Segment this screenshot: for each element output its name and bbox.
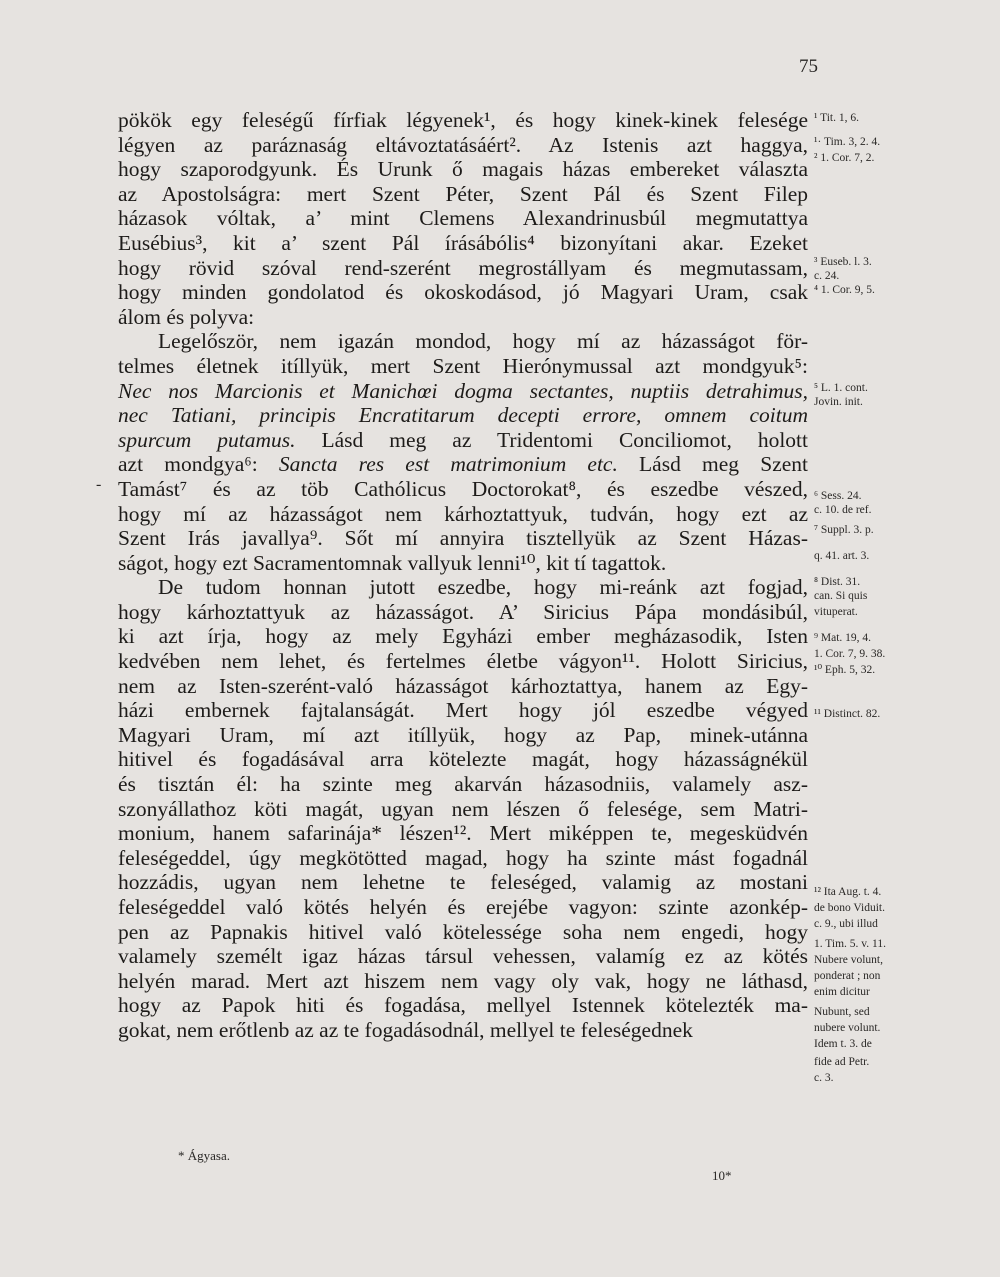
text-line: ki azt írja, hogy az mely Egyházi ember megházasodik, Isten bbox=[118, 624, 808, 649]
signature-mark: 10* bbox=[712, 1168, 732, 1183]
text-line bbox=[118, 452, 808, 477]
margin-note: fide ad Petr. bbox=[814, 1056, 870, 1068]
text-line: az Apostolságra: mert Szent Péter, Szent Pál és Szent Filep bbox=[118, 181, 808, 206]
main-text-column bbox=[118, 108, 808, 1043]
margin-note: de bono Viduit. bbox=[814, 902, 885, 914]
margin-note: Jovin. init. bbox=[814, 396, 863, 408]
text-line: pökök egy feleségű fírfiak légyenek¹, és hogy kinek-kinek felesége bbox=[118, 108, 808, 132]
margin-note: ¹⁰ Eph. 5, 32. bbox=[814, 664, 876, 676]
margin-note: ³ Euseb. l. 3. bbox=[814, 256, 872, 268]
text-line: hozzádis, ugyan nem lehetne te feleséged, valamig az mostani bbox=[118, 870, 808, 895]
text-line: szonyállathoz köti magát, ugyan nem lészen ő felesége, sem Matri- bbox=[118, 796, 808, 821]
margin-note: ⁹ Mat. 19, 4. bbox=[814, 632, 872, 644]
text-line: pen az Papnakis hitivel való kötelessége soha nem engedi, hogy bbox=[118, 919, 808, 944]
text-line: Magyari Uram, mí azt itíllyük, hogy az Pap, minek-utánna bbox=[118, 722, 808, 747]
text-line: hogy kárhoztattyuk az házasságot. A’ Siricius Pápa mondásibúl, bbox=[118, 599, 808, 624]
margin-note: q. 41. art. 3. bbox=[814, 550, 870, 562]
text-line: hogy az Papok hiti és fogadása, mellyel Istennek kötelezték ma- bbox=[118, 993, 808, 1018]
margin-note: ¹² Ita Aug. t. 4. bbox=[814, 886, 882, 898]
text-line: valamely személt igaz házas társul vehessen, valamíg ez az kötés bbox=[118, 944, 808, 969]
margin-note: c. 24. bbox=[814, 270, 840, 282]
margin-note: can. Si quis bbox=[814, 590, 868, 602]
italic-text: nec Tatiani, principis Encratitarum decepti errore, omnem coitum bbox=[118, 403, 808, 428]
text-line: monium, hanem safarinája* lészen¹². Mert miképpen te, megesküdvén bbox=[118, 821, 808, 846]
text-line: ságot, hogy ezt Sacramentomnak vallyuk lenni¹⁰, kit tí tagattok. bbox=[118, 550, 667, 575]
text-line: hogy rövid szóval rend-szerént megrostállyam és megmutassam, bbox=[118, 255, 808, 280]
text-line: álom és polyva: bbox=[118, 304, 255, 329]
text-line: hitivel és fogadásával arra kötelezte magát, hogy házasságnékül bbox=[118, 747, 808, 772]
margin-note: c. 9., ubi illud bbox=[814, 918, 878, 930]
text-line: gokat, nem erőtlenb az az te fogadásodnál, mellyel te feleségednek bbox=[118, 1017, 693, 1042]
text-line: Tamást⁷ és az töb Cathólicus Doctorokat⁸, és eszedbe vészed, bbox=[118, 476, 808, 501]
stray-mark: - bbox=[96, 476, 102, 493]
margin-note: ⁶ Sess. 24. bbox=[814, 490, 862, 502]
italic-text: Sancta res est matrimonium etc. bbox=[278, 452, 618, 477]
text-line: De tudom honnan jutott eszedbe, hogy mi-reánk azt fogjad, bbox=[158, 575, 808, 600]
text-line: feleségeddel, úgy megkötötted magad, hogy ha szinte mást fogadnál bbox=[118, 845, 808, 870]
text-line: telmes életnek itíllyük, mert Szent Hierónymussal azt mondgyuk⁵: bbox=[118, 353, 808, 378]
margin-note: ponderat ; non bbox=[814, 970, 881, 982]
text-line: helyén marad. Mert azt hiszem nem vagy oly vak, hogy ne láthasd, bbox=[118, 968, 808, 993]
margin-note: c. 3. bbox=[814, 1072, 834, 1084]
margin-note: ⁵ L. 1. cont. bbox=[814, 382, 868, 394]
margin-note: nubere volunt. bbox=[814, 1022, 881, 1034]
footnote: * Ágyasa. bbox=[178, 1148, 230, 1163]
text-line: hogy szaporodgyunk. És Urunk ő magais házas embereket választa bbox=[118, 157, 808, 182]
text-line bbox=[118, 428, 808, 453]
margin-note: Nubere volunt, bbox=[814, 954, 883, 966]
margin-note: c. 10. de ref. bbox=[814, 504, 872, 516]
text-line: nem az Isten-szerént-való házasságot kárhoztattya, hanem az Egy- bbox=[118, 673, 808, 698]
text-line bbox=[118, 403, 808, 428]
margin-note: Nubunt, sed bbox=[814, 1006, 870, 1018]
margin-note: 1. Tim. 5. v. 11. bbox=[814, 938, 887, 950]
text-line: feleségeddel való kötés helyén és erejébe vagyon: szinte azonkép- bbox=[118, 895, 808, 919]
text-line: kedvében nem lehet, és fertelmes életbe vágyon¹¹. Holott Siricius, bbox=[118, 649, 808, 674]
text-line: hogy minden gondolatod és okoskodásod, jó Magyari Uram, csak bbox=[118, 280, 808, 305]
margin-note: ⁸ Dist. 31. bbox=[814, 576, 861, 588]
margin-note: ¹· Tim. 3, 2. 4. bbox=[814, 136, 881, 148]
text-line bbox=[118, 379, 808, 404]
margin-note: enim dicitur bbox=[814, 986, 870, 998]
margin-note: ¹ Tit. 1, 6. bbox=[814, 112, 860, 124]
italic-text: spurcum putamus. bbox=[118, 427, 296, 452]
text-line: hogy mí az házasságot nem kárhoztattyuk, tudván, hogy ezt az bbox=[118, 501, 808, 526]
margin-note: vituperat. bbox=[814, 606, 858, 618]
text-line: Eusébius³, kit a’ szent Pál írásábólis⁴ bizonyítani akar. Ezeket bbox=[118, 230, 808, 255]
page-number: 75 bbox=[799, 56, 818, 77]
margin-note: ⁷ Suppl. 3. p. bbox=[814, 524, 874, 536]
text-line: Legelőször, nem igazán mondod, hogy mí az házasságot för- bbox=[158, 329, 808, 354]
margin-note: 1. Cor. 7, 9. 38. bbox=[814, 648, 886, 660]
text-line: légyen az paráznaság eltávoztatásáért². Az Istenis azt haggya, bbox=[118, 132, 808, 157]
text-line: és tisztán él: ha szinte meg akarván házasodniis, valamely asz- bbox=[118, 772, 808, 797]
margin-note: ² 1. Cor. 7, 2. bbox=[814, 152, 875, 164]
text-line: Szent Irás javallya⁹. Sőt mí annyira tisztellyük az Szent Házas- bbox=[118, 526, 808, 551]
text-line: házasok vóltak, a’ mint Clemens Alexandrinusbúl megmutattya bbox=[118, 206, 808, 231]
roman-text: Lásd meg Szent bbox=[617, 452, 808, 477]
roman-text: Lásd meg az Tridentomi Conciliomot, holott bbox=[295, 427, 808, 452]
italic-text: Nec nos Marcionis et Manichœi dogma sectantes, nuptiis detrahimus, bbox=[118, 378, 808, 403]
roman-text: azt mondgya⁶: bbox=[118, 452, 279, 477]
margin-note: Idem t. 3. de bbox=[814, 1038, 872, 1050]
margin-note: ⁴ 1. Cor. 9, 5. bbox=[814, 284, 875, 296]
margin-note: ¹¹ Distinct. 82. bbox=[814, 708, 881, 720]
text-line: házi embernek fajtalanságát. Mert hogy jól eszedbe végyed bbox=[118, 698, 808, 723]
